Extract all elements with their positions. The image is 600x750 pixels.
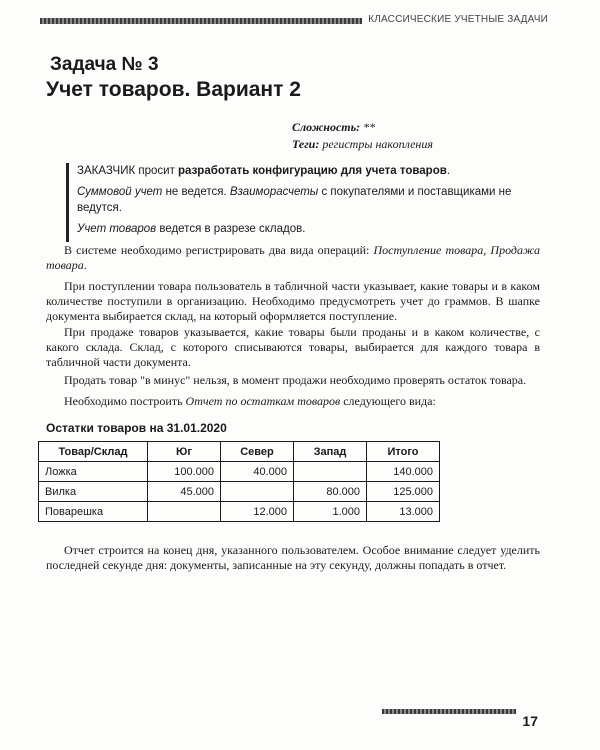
paragraph-text: При поступлении товара пользователь в табличной части указывает, какие товары и в каком количестве поступили в организацию. Необходимо предусмотреть учет до граммов. В шапке документа выбирается склад, на который оформляется поступление. xyxy=(46,279,540,323)
paragraph-text: Продать товар "в минус" нельзя, в момент продажи необходимо проверять остаток товара. xyxy=(64,373,527,387)
task-number: Задача № 3 xyxy=(50,54,159,75)
column-header: Запад xyxy=(294,442,367,462)
column-header: Итого xyxy=(367,442,440,462)
table-row xyxy=(39,502,440,522)
report-name: Отчет по остаткам товаров xyxy=(185,394,341,408)
qty-cell: 12.000 xyxy=(221,502,294,522)
paragraph-text: следующего вида: xyxy=(340,394,436,408)
paragraph-no-negative xyxy=(46,373,540,388)
qty-cell: 100.000 xyxy=(148,462,221,482)
tags xyxy=(292,137,433,152)
operation-names: Поступление товара, Продажа товара xyxy=(46,243,540,272)
callout-text: с покупателями и поставщиками не ведутся. xyxy=(77,186,512,214)
item-name-cell: Ложка xyxy=(39,462,148,482)
paragraph-sale xyxy=(46,325,540,370)
qty-cell xyxy=(221,482,294,502)
paragraph-text: Отчет строится на конец дня, указанного пользователем. Особое внимание следует уделить последней секунде дня: документы, записанные на эту секунду, должны попадать в отчет. xyxy=(46,543,540,572)
qty-cell: 80.000 xyxy=(294,482,367,502)
report-title: Остатки товаров на 31.01.2020 xyxy=(46,421,227,435)
qty-cell: 45.000 xyxy=(148,482,221,502)
callout-line-3 xyxy=(77,221,557,237)
paragraph-text: Необходимо построить xyxy=(64,394,186,408)
difficulty xyxy=(292,120,375,135)
column-header: Юг xyxy=(148,442,221,462)
item-name-cell: Вилка xyxy=(39,482,148,502)
stock-report-table xyxy=(38,441,440,522)
paragraph-report-intro xyxy=(46,394,540,409)
qty-cell: 1.000 xyxy=(294,502,367,522)
column-header: Север xyxy=(221,442,294,462)
callout-line-1 xyxy=(77,163,557,179)
page-number: 17 xyxy=(522,713,538,729)
qty-cell xyxy=(294,462,367,482)
running-header: КЛАССИЧЕСКИЕ УЧЕТНЫЕ ЗАДАЧИ xyxy=(362,14,548,25)
callout-text: ведется в разрезе складов. xyxy=(156,223,306,235)
table-row xyxy=(39,462,440,482)
paragraph-receipt xyxy=(46,279,540,324)
difficulty-label: Сложность: xyxy=(292,120,361,134)
callout-text: . xyxy=(446,165,451,177)
difficulty-value: ** xyxy=(363,120,376,134)
paragraph-closing xyxy=(46,543,540,573)
callout-term: Взаиморасчеты xyxy=(229,186,319,198)
table-header-row xyxy=(39,442,440,462)
callout-text: не ведется. xyxy=(162,186,230,198)
paragraph-operations xyxy=(46,243,540,273)
callout-line-2 xyxy=(77,184,557,216)
qty-cell xyxy=(148,502,221,522)
total-cell: 140.000 xyxy=(367,462,440,482)
qty-cell: 40.000 xyxy=(221,462,294,482)
callout-emphasis: разработать конфигурацию для учета товаров xyxy=(178,165,447,177)
footer-rule xyxy=(382,709,516,714)
paragraph-text: В системе необходимо регистрировать два вида операций: xyxy=(64,243,374,257)
callout-text: ЗАКАЗЧИК просит xyxy=(77,165,179,177)
total-cell: 125.000 xyxy=(367,482,440,502)
table-row xyxy=(39,482,440,502)
paragraph-text: При продаже товаров указывается, какие товары были проданы и в каком количестве, с какого склада. Склад, с которого списываются товары, выбирается для каждого товара в табличной части документа. xyxy=(46,325,540,369)
total-cell: 13.000 xyxy=(367,502,440,522)
requirements-callout xyxy=(66,163,557,242)
tags-value: регистры накопления xyxy=(322,137,433,151)
paragraph-text: . xyxy=(83,258,87,272)
item-name-cell: Поварешка xyxy=(39,502,148,522)
callout-term: Учет товаров xyxy=(77,223,157,235)
callout-term: Суммовой учет xyxy=(77,186,163,198)
tags-label: Теги: xyxy=(292,137,320,151)
task-title: Учет товаров. Вариант 2 xyxy=(46,78,301,101)
column-header: Товар/Склад xyxy=(39,442,148,462)
